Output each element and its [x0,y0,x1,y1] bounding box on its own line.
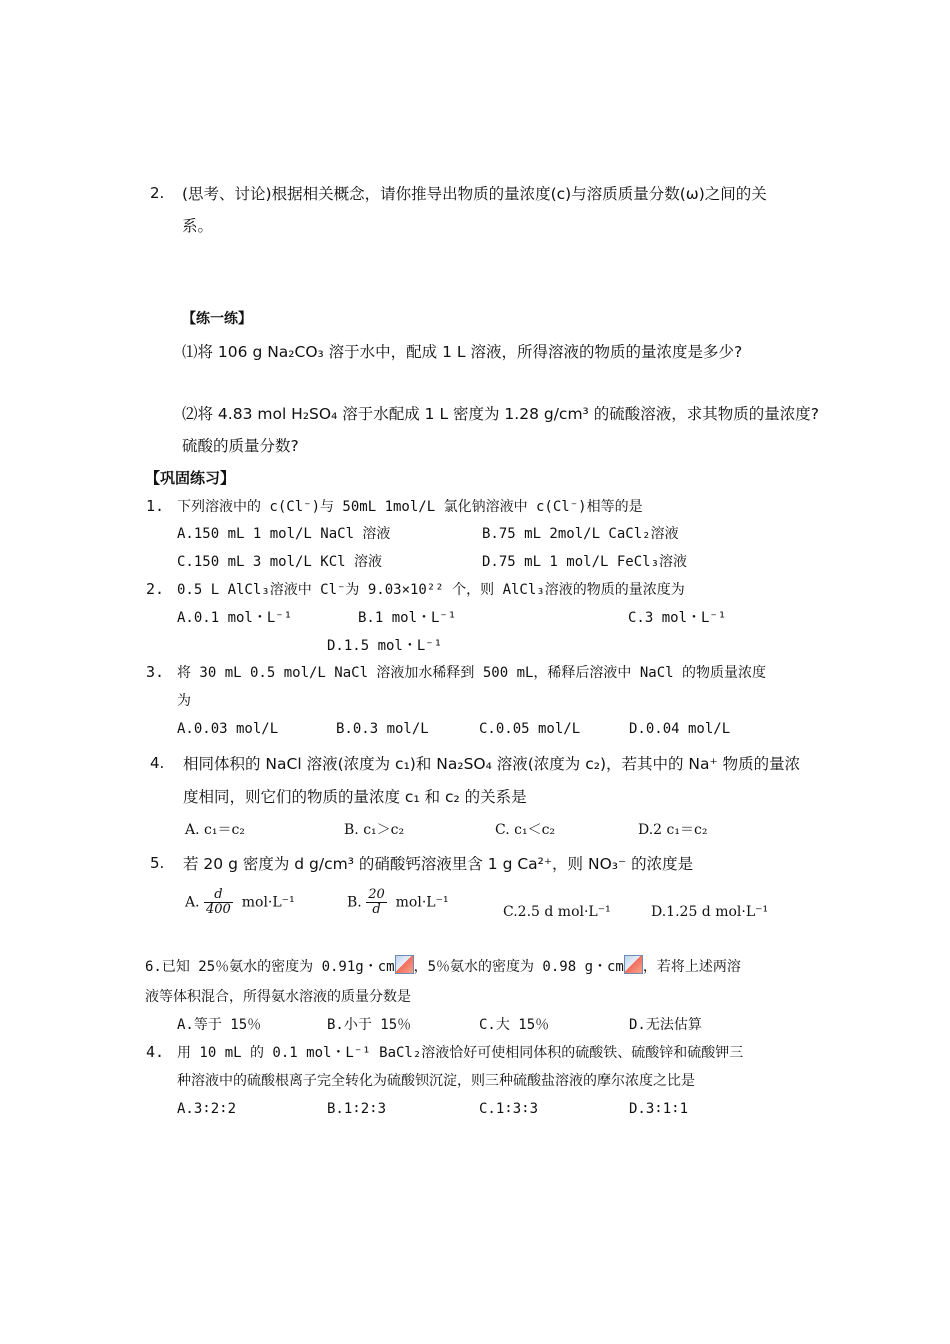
fraction [366,888,387,917]
q1-option-c: C.150 mL 3 mol/L KCl 溶液 [177,554,383,570]
question-number: 2. [150,184,165,202]
question-6-stem-line1 [145,955,741,977]
q6-option-a: A.等于 15％ [177,1017,262,1033]
q4-option-b: B. c₁＞c₂ [344,822,405,838]
question-4-stem-line2: 度相同，则它们的物质的量浓度 c₁ 和 c₂ 的关系是 [183,788,527,806]
practice-question-2-line2: 硫酸的质量分数? [182,437,299,455]
q3-option-c: C.0.05 mol/L [479,721,581,737]
q5-option-b [347,888,449,917]
q1-option-a: A.150 mL 1 mol/L NaCl 溶液 [177,526,391,542]
q3-option-d: D.0.04 mol/L [629,721,731,737]
fraction-denominator: 400 [206,902,231,917]
q5-option-d: D.1.25 d mol·L⁻¹ [651,904,769,920]
q3-option-b: B.0.3 mol/L [336,721,429,737]
q7-option-c: C.1∶3∶3 [479,1101,539,1117]
question-number: 4. [150,754,165,772]
question-number: 2. [146,580,165,598]
practice-question-1: ⑴将 106 g Na₂CO₃ 溶于水中，配成 1 L 溶液，所得溶液的物质的量浓度是多少? [182,343,743,361]
q6-option-c: C.大 15％ [479,1017,550,1033]
q1-option-d: D.75 mL 1 mol/L FeCl₃溶液 [482,554,688,570]
consolidate-heading: 【巩固练习】 [145,469,236,487]
question-6-stem-line2: 液等体积混合，所得氨水溶液的质量分数是 [145,989,411,1005]
q5-option-c: C.2.5 d mol·L⁻¹ [503,904,611,920]
q7-option-a: A.3∶2∶2 [177,1101,237,1117]
question-number: 3. [146,663,165,681]
broken-image-icon [395,955,414,974]
text: ，若将上述两溶 [642,959,741,975]
practice-question-2-line1: ⑵将 4.83 mol H₂SO₄ 溶于水配成 1 L 密度为 1.28 g/cm³ 的硫酸溶液，求其物质的量浓度? [182,405,819,423]
text: 6.已知 25％氨水的密度为 0.91g・cm [145,959,395,975]
q4-option-c: C. c₁＜c₂ [495,822,556,838]
question-3-stem-line2: 为 [177,693,191,709]
q2-option-c: C.3 mol・L⁻¹ [628,610,727,626]
question-3-stem-line1: 将 30 mL 0.5 mol/L NaCl 溶液加水稀释到 500 mL，稀释后溶液中 NaCl 的物质量浓度 [177,665,767,681]
q2-option-d: D.1.5 mol・L⁻¹ [327,638,443,654]
unit: mol·L⁻¹ [395,894,449,911]
question-7-stem-line1: 用 10 mL 的 0.1 mol・L⁻¹ BaCl₂溶液恰好可使相同体积的硫酸铁、硫酸锌和硫酸钾三 [177,1045,744,1061]
text: ，5％氨水的密度为 0.98 g・cm [413,959,624,975]
q5-option-a [185,888,295,917]
question-1-stem: 下列溶液中的 c(Cl⁻)与 50mL 1mol/L 氯化钠溶液中 c(Cl⁻)相等的是 [177,499,643,515]
q7-option-d: D.3∶1∶1 [629,1101,689,1117]
fraction [204,888,233,917]
practice-heading: 【练一练】 [182,311,252,327]
q6-option-b: B.小于 15％ [327,1017,412,1033]
question-2-stem: 0.5 L AlCl₃溶液中 Cl⁻为 9.03×10²² 个，则 AlCl₃溶液的物质的量浓度为 [177,582,685,598]
unit: mol·L⁻¹ [241,894,295,911]
q2-option-a: A.0.1 mol・L⁻¹ [177,610,293,626]
q2-option-b: B.1 mol・L⁻¹ [358,610,457,626]
broken-image-icon [624,955,643,974]
q7-option-b: B.1∶2∶3 [327,1101,387,1117]
think-question-line2: 系。 [182,217,214,235]
question-number: 5. [150,854,165,872]
fraction-numerator: 20 [368,887,385,902]
fraction-numerator: d [204,888,233,903]
q4-option-a: A. c₁＝c₂ [185,822,245,838]
option-label: A. [185,894,200,911]
question-number: 4. [146,1043,165,1061]
question-4-stem-line1: 相同体积的 NaCl 溶液(浓度为 c₁)和 Na₂SO₄ 溶液(浓度为 c₂)，若其中的 Na⁺ 物质的量浓 [183,755,801,773]
question-7-stem-line2: 种溶液中的硫酸根离子完全转化为硫酸钡沉淀，则三种硫酸盐溶液的摩尔浓度之比是 [177,1073,695,1089]
question-5-stem: 若 20 g 密度为 d g/cm³ 的硝酸钙溶液里含 1 g Ca²⁺，则 NO₃⁻ 的浓度是 [183,855,694,873]
question-number: 1. [146,497,165,515]
fraction-denominator: d [372,902,381,917]
think-question-line1: (思考、讨论)根据相关概念，请你推导出物质的量浓度(c)与溶质质量分数(ω)之间的关 [182,185,767,203]
q1-option-b: B.75 mL 2mol/L CaCl₂溶液 [482,526,679,542]
q4-option-d: D.2 c₁＝c₂ [638,822,708,838]
q6-option-d: D.无法估算 [629,1017,702,1033]
option-label: B. [347,894,362,911]
q3-option-a: A.0.03 mol/L [177,721,279,737]
